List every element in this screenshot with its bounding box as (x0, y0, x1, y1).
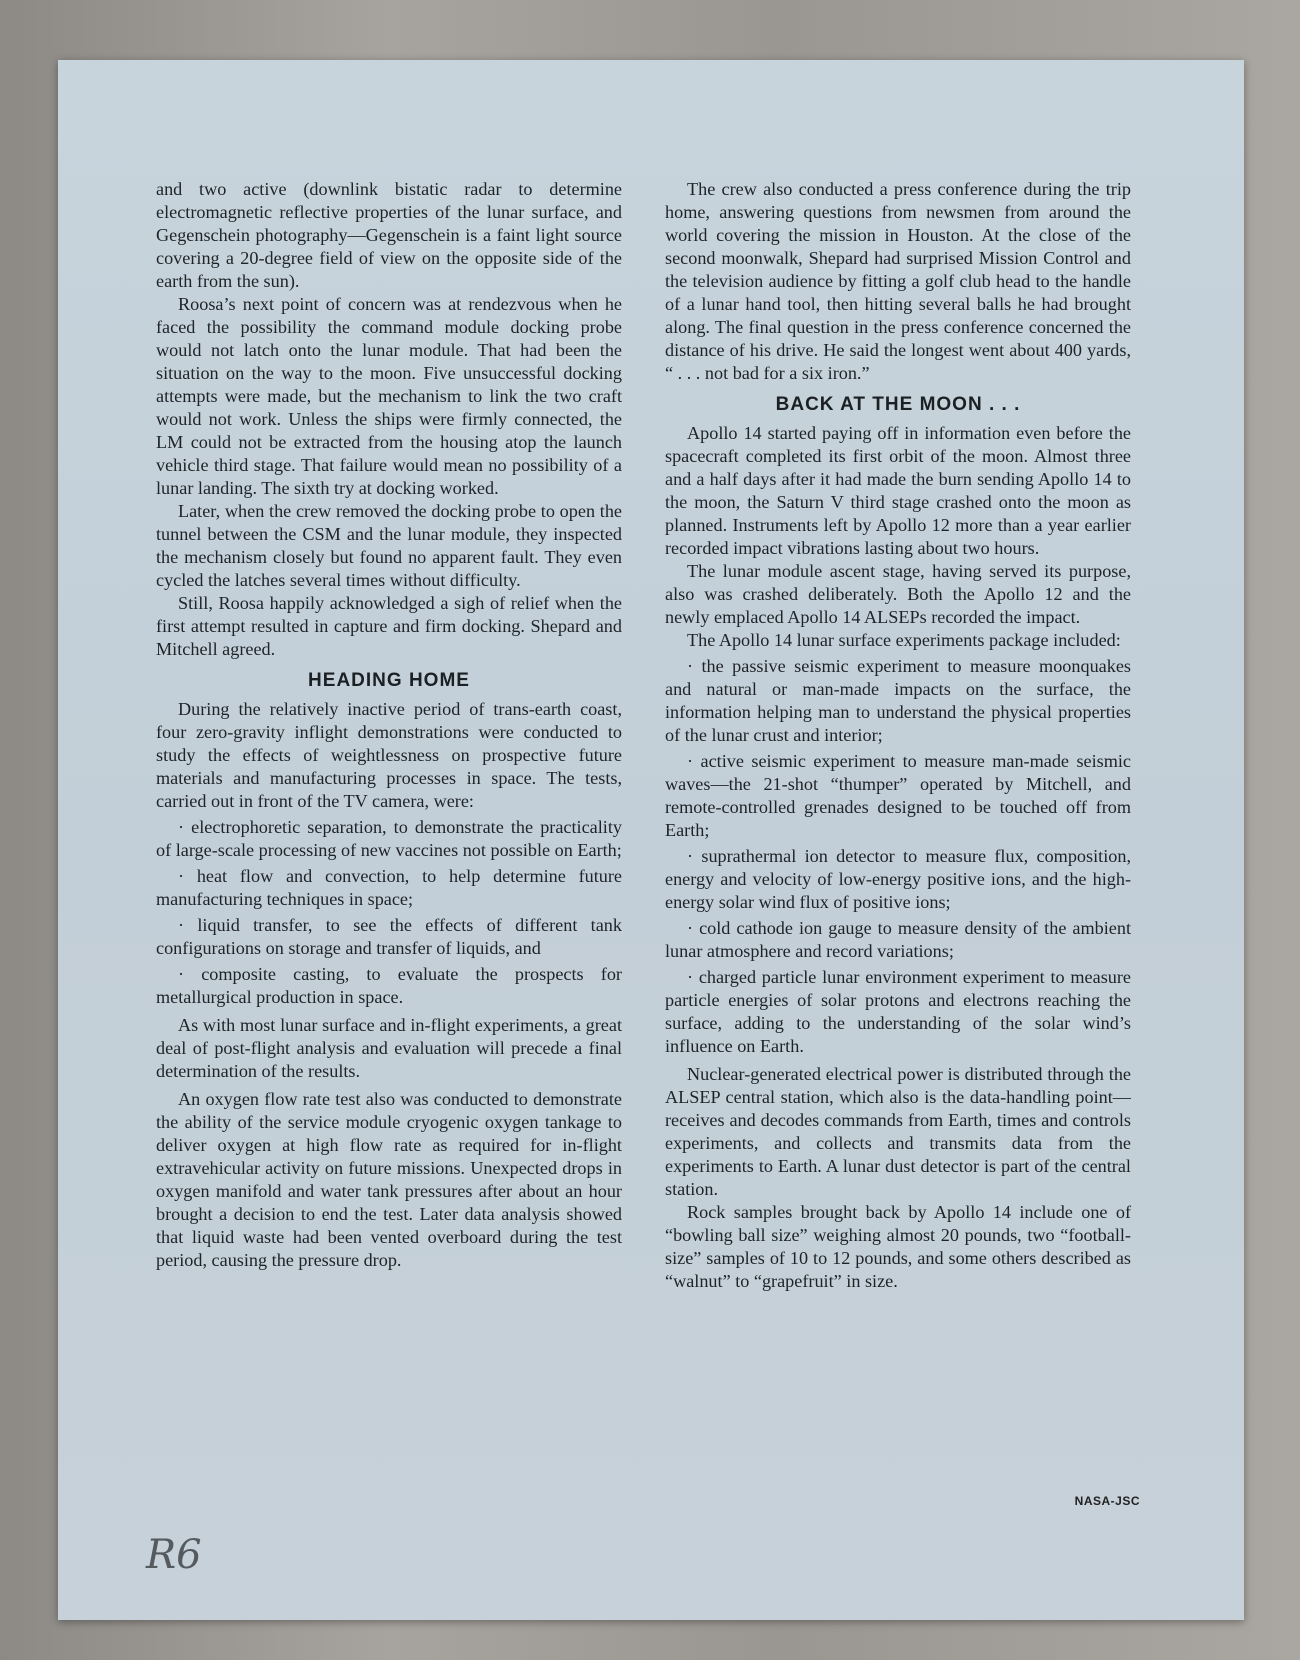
bullet-item: · liquid transfer, to see the effects of different tank configurations on storage and transfer of liquids, and (156, 915, 622, 958)
paragraph: Rock samples brought back by Apollo 14 include one of “bowling ball size” weighing almost 20 pounds, two “football-size” samples of 10 to 12 pounds, and some others described as “walnut” to “grapefruit” in size. (665, 1202, 1131, 1291)
paragraph: Still, Roosa happily acknowledged a sigh of relief when the first attempt resulted in capture and firm docking. Shepard and Mitchell agreed. (156, 593, 622, 659)
left-column (156, 178, 622, 1272)
bullet-item: · charged particle lunar environment experiment to measure particle energies of solar protons and electrons reaching the surface, adding to the understanding of the solar wind’s influence on Earth. (665, 967, 1131, 1056)
bullet-item: · composite casting, to evaluate the prospects for metallurgical production in space. (156, 964, 622, 1007)
bullet-item: · electrophoretic separation, to demonstrate the practicality of large-scale processing of new vaccines not possible on Earth; (156, 817, 622, 860)
paragraph: The crew also conducted a press conference during the trip home, answering questions from newsmen from around the world covering the mission in Houston. At the close of the second moonwalk, Shepard had surprised Mission Control and the television audience by fitting a golf club head to the handle of a lunar hand tool, then hitting several balls he had brought along. The final question in the press conference concerned the distance of his drive. He said the longest went about 400 yards, “ . . . not bad for a six iron.” (665, 179, 1131, 383)
document-page (58, 60, 1244, 1620)
right-column (665, 178, 1131, 1293)
handwritten-note: R6 (146, 1532, 202, 1578)
bullet-item: · suprathermal ion detector to measure flux, composition, energy and velocity of low-energy positive ions, and the high-energy solar wind flux of positive ions; (665, 846, 1131, 912)
bullet-item: · heat flow and convection, to help determine future manufacturing techniques in space; (156, 866, 622, 909)
credit-line: NASA-JSC (1074, 1494, 1140, 1508)
paragraph: The Apollo 14 lunar surface experiments package included: (687, 630, 1121, 650)
bullet-item: · the passive seismic experiment to measure moonquakes and natural or man-made impacts on the surface, the information helping man to understand the physical properties of the lunar crust and interior; (665, 656, 1131, 745)
paragraph: An oxygen flow rate test also was conducted to demonstrate the ability of the service module cryogenic oxygen tankage to deliver oxygen at high flow rate as required for in-flight extravehicular activity on future missions. Unexpected drops in oxygen manifold and water tank pressures after about an hour brought a decision to end the test. Later data analysis showed that liquid waste had been vented overboard during the test period, causing the pressure drop. (156, 1089, 622, 1270)
paragraph: Nuclear-generated electrical power is distributed through the ALSEP central station, which also is the data-handling point—receives and decodes commands from Earth, times and controls experiments, and collects and transmits data from the experiments to Earth. A lunar dust detector is part of the central station. (665, 1064, 1131, 1199)
paragraph: As with most lunar surface and in-flight experiments, a great deal of post-flight analysis and evaluation will precede a final determination of the results. (156, 1015, 622, 1081)
bullet-item: · cold cathode ion gauge to measure density of the ambient lunar atmosphere and record variations; (665, 918, 1131, 961)
paragraph: Roosa’s next point of concern was at rendezvous when he faced the possibility the command module docking probe would not latch onto the lunar module. That had been the situation on the way to the moon. Five unsuccessful docking attempts were made, but the mechanism to link the two craft would not work. Unless the ships were firmly connected, the LM could not be extracted from the housing atop the launch vehicle third stage. That failure would mean no possibility of a lunar landing. The sixth try at docking worked. (156, 294, 622, 498)
paragraph: During the relatively inactive period of trans-earth coast, four zero-gravity inflight demonstrations were conducted to study the effects of weightlessness on prospective future materials and manufacturing processes in space. The tests, carried out in front of the TV camera, were: (156, 699, 622, 811)
section-heading: BACK AT THE MOON . . . (775, 394, 1021, 415)
paragraph: and two active (downlink bistatic radar to determine electromagnetic reflective properties of the lunar surface, and Gegenschein photography—Gegenschein is a faint light source covering a 20-degree field of view on the opposite side of the earth from the sun). (156, 179, 622, 291)
paragraph: Later, when the crew removed the docking probe to open the tunnel between the CSM and the lunar module, they inspected the mechanism closely but found no apparent fault. They even cycled the latches several times without difficulty. (156, 501, 622, 590)
section-heading: HEADING HOME (308, 670, 470, 691)
paragraph: Apollo 14 started paying off in information even before the spacecraft completed its first orbit of the moon. Almost three and a half days after it had made the burn sending Apollo 14 to the moon, the Saturn V third stage crashed onto the moon as planned. Instruments left by Apollo 12 more than a year earlier recorded impact vibrations lasting about two hours. (665, 423, 1131, 558)
bullet-item: · active seismic experiment to measure man-made seismic waves—the 21-shot “thumper” operated by Mitchell, and remote-controlled grenades designed to be touched off from Earth; (665, 751, 1131, 840)
paragraph: The lunar module ascent stage, having served its purpose, also was crashed deliberately. Both the Apollo 12 and the newly emplaced Apollo 14 ALSEPs recorded the impact. (665, 561, 1131, 627)
